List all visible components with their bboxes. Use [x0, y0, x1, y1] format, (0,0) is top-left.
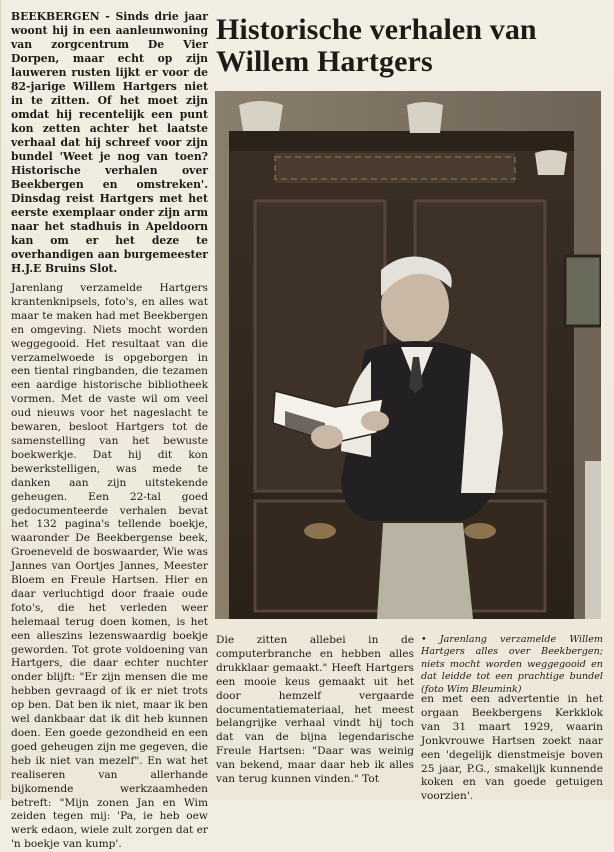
article-headline: Historische verhalen van Willem Hartgers	[216, 13, 537, 78]
lead-paragraph	[11, 10, 208, 276]
body-text-right: en met een advertentie in het orgaan Beekbergens Kerkklok van 31 maart 1929, waarin Jonkvrouwe Hartsen zoekt naar een 'degelijk dienstmeisje boven 25 jaar, P.G., smakelijk kunnende koken en van goede getuigen voorzien'.	[421, 693, 603, 803]
article-photo	[215, 91, 601, 619]
photo-caption: • Jarenlang verzamelde Willem Hartgers alles over Beekbergen; niets mocht worden weggegooid en dat leidde tot een prachtige bundel (foto Wim Bleumink)	[421, 634, 603, 695]
right-column	[421, 693, 603, 804]
dateline: BEEKBERGEN	[11, 10, 100, 23]
body-text-left: Jarenlang verzamelde Hartgers krantenknipsels, foto's, en alles wat maar te maken had met Beekbergen en omgeving. Niets mocht worden weggegooid. Het resultaat van die verzamelwoede is opgeborgen in een tiental ringbanden, die tezamen een aardige historische bibliotheek vormen. Met de vaste wil om veel oud nieuws voor het nageslacht te bewaren, besloot Hartgers tot de samenstelling van het bewuste boekwerkje. Dat hij dit kon bewerkstelligen, was mede te danken aan zijn uitstekende geheugen. Een 22-tal goed gedocumenteerde verhalen bevat het 132 pagina's tellende boekje, waaronder De Beekbergense beek, Groeneveld de boswaarder, Wie was Jannes van Oortjes Jannes, Meester Bloem en Freule Hartsen. Hier en daar verluchtigd door fraaie oude foto's, die het verleden weer helemaal terug doen komen, is het een alleszins lezenswaardig boekje geworden. Tot grote voldoening van Hartgers, die daar echter nuchter onder blijft: "Er zijn mensen die me hebben gevraagd of ik er niet trots op ben. Dat ben ik niet, maar ik ben wel dankbaar dat ik dit heb kunnen doen. Een goede gezondheid en een goed geheugen zijn me gegeven, die heb ik niet van mezelf". En wat het realiseren van allerhande bijkomende werkzaamheden betreft: "Mijn zonen Jan en Wim zeiden tegen mij: 'Pa, ie heb oew werk edaon, wiele zult zorgen dat er 'n boekje van kump'.	[11, 282, 208, 851]
photo-illustration	[215, 91, 601, 619]
lead-text: - Sinds drie jaar woont hij in een aanleunwoning van zorgcentrum De Vier Dorpen, maar echt op zijn lauweren rusten lijkt er voor de 82-jarige Willem Hartgers niet in te zitten. Of het moet zijn omdat hij recentelijk een punt kon zetten achter het laatste verhaal dat hij schreef voor zijn bundel 'Weet je nog van toen? Historische verhalen over Beekbergen en omstreken'. Dinsdag reist Hartgers met het eerste exemplaar onder zijn arm naar het stadhuis in Apeldoorn kan om er het deze te overhandigen aan burgemeester H.J.E Bruins Slot.	[11, 10, 208, 275]
body-text-middle: Die zitten allebei in de computerbranche en hebben alles drukklaar gemaakt." Heeft Hartgers een mooie keus gemaakt uit het door hemzelf vergaarde documentatiemateriaal, het meest belangrijke verhaal vindt hij toch dat van de bijna legendarische Freule Hartsen: "Daar was weinig van bekend, maar daar heb ik alles van terug kunnen vinden." Tot	[216, 634, 414, 786]
left-column	[11, 10, 208, 852]
middle-column	[216, 634, 414, 787]
